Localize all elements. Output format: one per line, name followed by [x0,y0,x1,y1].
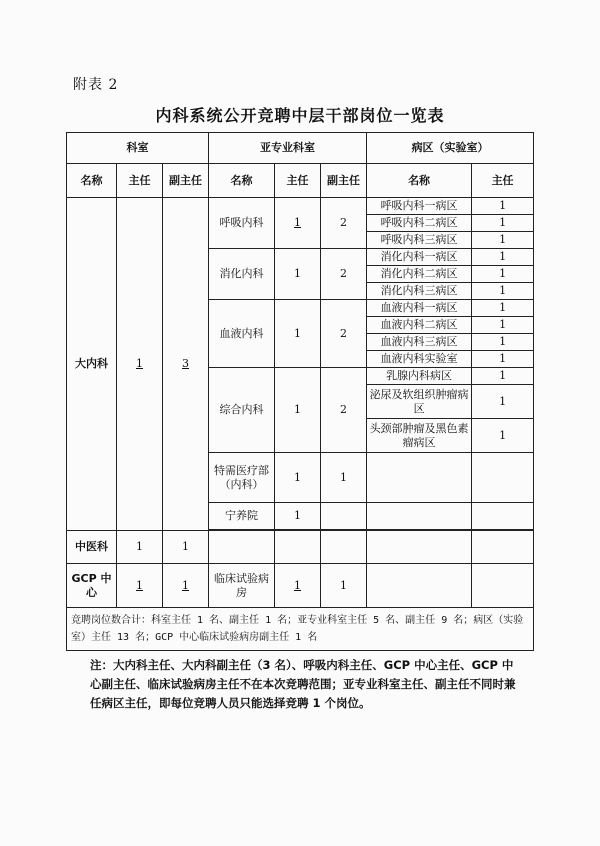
ward-name: 消化内科二病区 [367,266,472,283]
footnote: 注：大内科主任、大内科副主任（3 名）、呼吸内科主任、GCP 中心主任、GCP 中心副主任、临床试验病房主任不在本次竞聘范围；亚专业科室主任、副主任不同时兼任病区主任，即每位竞聘人员只能选择竞聘 1 个岗位。 [90,658,516,710]
col-header-name: 名称 [367,164,472,198]
header-subspecialty: 亚专业科室 [209,133,367,164]
subspecialty-deputy: 2 [321,368,367,453]
ward-director: 1 [472,368,534,385]
dept-deputy-count: 3 [163,198,209,531]
summary-text: 竞聘岗位数合计：科室主任 1 名、副主任 1 名；亚专业科室主任 5 名、副主任 9 名；病区（实验室）主任 13 名；GCP 中心临床试验病房副主任 1 名 [67,608,534,651]
ward-empty [472,453,534,503]
header-dept: 科室 [67,133,209,164]
ward-empty [367,564,472,608]
subspecialty-director: 1 [275,564,321,608]
ward-director: 1 [472,266,534,283]
ward-name: 血液内科三病区 [367,334,472,351]
subspecialty-director: 1 [275,300,321,368]
ward-director: 1 [472,385,534,419]
dept-director-count: 1 [117,198,163,531]
subspecialty-deputy [321,503,367,530]
ward-director: 1 [472,351,534,368]
header-column-row [67,164,534,198]
col-header-director: 主任 [472,164,534,198]
ward-empty [472,503,534,530]
ward-empty [367,503,472,530]
ward-name: 呼吸内科一病区 [367,198,472,215]
summary-row [67,608,534,651]
ward-name: 呼吸内科三病区 [367,232,472,249]
ward-director: 1 [472,334,534,351]
subspecialty-empty [275,531,321,564]
subspecialty-name: 特需医疗部（内科） [209,453,275,503]
subspecialty-director: 1 [275,453,321,503]
subspecialty-name: 宁养院 [209,503,275,530]
subspecialty-name: 消化内科 [209,249,275,300]
annex-label: 附表 2 [73,77,119,93]
subspecialty-deputy: 2 [321,198,367,249]
ward-name: 泌尿及软组织肿瘤病区 [367,385,472,419]
dept-name: GCP 中心 [67,564,117,608]
ward-name: 消化内科三病区 [367,283,472,300]
ward-name: 血液内科实验室 [367,351,472,368]
subspecialty-deputy: 1 [321,453,367,503]
ward-director: 1 [472,215,534,232]
subspecialty-director: 1 [275,503,321,530]
ward-director: 1 [472,300,534,317]
subspecialty-director: 1 [275,249,321,300]
ward-director: 1 [472,419,534,453]
ward-name: 血液内科二病区 [367,317,472,334]
subspecialty-empty [321,531,367,564]
header-ward: 病区（实验室） [367,133,534,164]
col-header-director: 主任 [117,164,163,198]
ward-name: 乳腺内科病区 [367,368,472,385]
dept-deputy-count: 1 [163,564,209,608]
ward-director: 1 [472,249,534,266]
table-row [67,531,534,564]
col-header-deputy: 副主任 [163,164,209,198]
subspecialty-empty [209,531,275,564]
subspecialty-director: 1 [275,198,321,249]
dept-deputy-count: 1 [163,531,209,564]
page-title: 内科系统公开竞聘中层干部岗位一览表 [155,106,445,125]
header-group-row [67,133,534,164]
ward-director: 1 [472,198,534,215]
table-row [67,198,534,215]
subspecialty-deputy: 2 [321,249,367,300]
subspecialty-name: 血液内科 [209,300,275,368]
subspecialty-name: 综合内科 [209,368,275,453]
ward-name: 血液内科一病区 [367,300,472,317]
ward-empty [472,564,534,608]
ward-empty [367,453,472,503]
col-header-deputy: 副主任 [321,164,367,198]
subspecialty-deputy: 2 [321,300,367,368]
ward-empty [472,531,534,564]
dept-director-count: 1 [117,531,163,564]
subspecialty-director: 1 [275,368,321,453]
subspecialty-deputy: 1 [321,564,367,608]
dept-name: 中医科 [67,531,117,564]
table-row [67,564,534,608]
ward-director: 1 [472,317,534,334]
ward-empty [367,531,472,564]
subspecialty-name: 临床试验病房 [209,564,275,608]
ward-name: 头颈部肿瘤及黑色素瘤病区 [367,419,472,453]
ward-director: 1 [472,283,534,300]
ward-director: 1 [472,232,534,249]
col-header-name: 名称 [209,164,275,198]
positions-table [66,132,534,651]
ward-name: 消化内科一病区 [367,249,472,266]
dept-director-count: 1 [117,564,163,608]
subspecialty-name: 呼吸内科 [209,198,275,249]
col-header-name: 名称 [67,164,117,198]
dept-name: 大内科 [67,198,117,531]
col-header-director: 主任 [275,164,321,198]
ward-name: 呼吸内科二病区 [367,215,472,232]
